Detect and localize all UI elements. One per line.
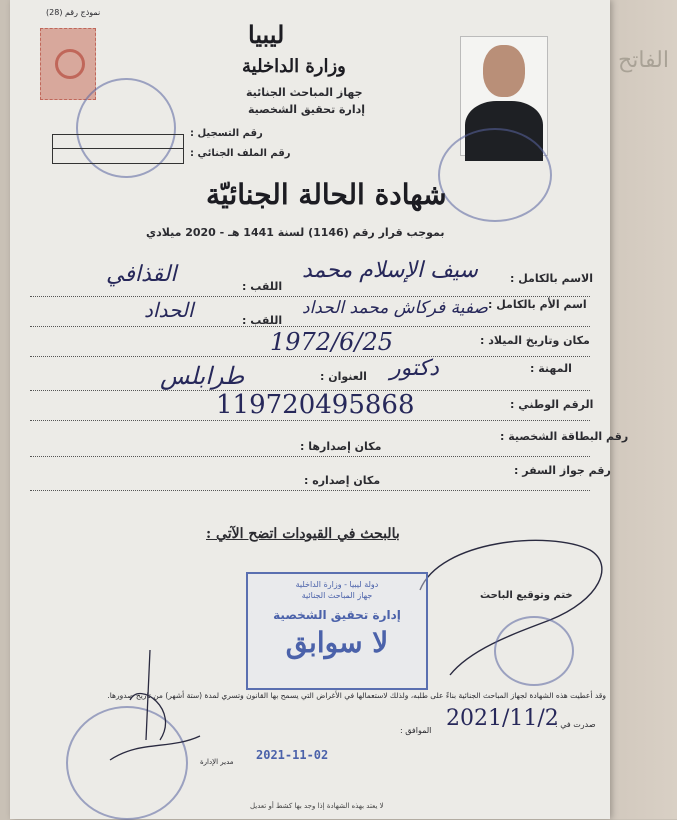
dotted-line xyxy=(30,356,590,357)
national-number-value: 119720495868 xyxy=(216,390,415,420)
stamp-line-department: إدارة تحقيق الشخصية xyxy=(273,608,401,622)
criminal-file-number-label: رقم الملف الجنائي : xyxy=(190,148,291,159)
birth-date-value: 1972/6/25 xyxy=(270,328,394,356)
address-value: طرابلس xyxy=(160,362,245,390)
address-label: العنوان : xyxy=(320,370,367,383)
surname-label: اللقب : xyxy=(242,280,283,293)
form-number: نموذج رقم (28) xyxy=(46,8,101,17)
search-result-heading: بالبحث في القيودات اتضح الآتي : xyxy=(206,526,400,542)
id-card-issue-place-label: مكان إصدارها : xyxy=(300,440,382,453)
dotted-line xyxy=(30,490,590,491)
mother-name-label: اسم الأم بالكامل : xyxy=(488,298,587,311)
full-name-value: سيف الإسلام محمد xyxy=(302,258,478,283)
stamp-line-agency: جهاز المباحث الجنائية xyxy=(301,591,373,600)
issued-label: صدرت في : xyxy=(555,720,596,729)
registration-boxes xyxy=(52,134,184,164)
stamp-line-ministry: دولة ليبيا - وزارة الداخلية xyxy=(295,580,379,589)
seal-stamp-photo xyxy=(438,128,552,222)
profession-label: المهنة : xyxy=(530,362,572,375)
director-signature xyxy=(90,640,210,780)
passport-issue-place-label: مكان إصداره : xyxy=(304,474,381,487)
bottom-note: لا يعتد بهذه الشهادة إذا وجد بها كشط أو تعديل xyxy=(250,802,384,810)
full-name-label: الاسم بالكامل : xyxy=(510,272,594,285)
dotted-line xyxy=(30,326,590,327)
background-handwritten-word: الفاتح xyxy=(618,48,669,73)
ministry-name: وزارة الداخلية xyxy=(242,56,346,77)
surname-value: القذافي xyxy=(106,262,177,287)
registration-number-label: رقم التسجيل : xyxy=(190,128,263,139)
dotted-line xyxy=(30,420,590,421)
birth-place-date-label: مكان وتاريخ الميلاد : xyxy=(480,334,590,347)
national-number-label: الرقم الوطني : xyxy=(510,398,594,411)
certificate-title: شهادة الحالة الجنائيّة xyxy=(206,178,447,211)
mother-surname-label: اللقب : xyxy=(242,314,283,327)
researcher-signature-label: ختم وتوقيع الباحث xyxy=(480,590,573,601)
mother-surname-value: الحداد xyxy=(144,298,194,322)
certificate-document xyxy=(10,0,629,819)
agency-name: جهاز المباحث الجنائية xyxy=(246,86,363,99)
director-label: مدير الإدارة xyxy=(200,758,234,766)
no-criminal-record-verdict: لا سوابق xyxy=(285,626,389,659)
dotted-line xyxy=(30,456,590,457)
validity-notice: وقد أعطيت هذه الشهادة لجهاز المباحث الجنائية بناءً على طلبه، ولذلك لاستعمالها في الأغراض التي يسمح بها القانون وتسري لمدة (ستة أشهر) من تاريخ صدورها. xyxy=(107,691,606,700)
corresponding-date-label: الموافق : xyxy=(400,726,432,735)
researcher-seal xyxy=(494,616,574,686)
no-record-stamp xyxy=(246,572,428,690)
date-stamp: 2021-11-02 xyxy=(256,748,329,762)
profession-value: دكتور xyxy=(390,356,439,381)
revenue-stamp xyxy=(40,28,96,100)
passport-number-label: رقم جواز السفر : xyxy=(514,464,611,477)
dotted-line xyxy=(30,296,590,297)
mother-name-value: صفية فركاش محمد الحداد xyxy=(302,298,488,318)
decree-reference: بموجب قرار رقم (1146) لسنة 1441 هـ - 2020 ميلادي xyxy=(146,226,445,239)
department-name: إدارة تحقيق الشخصية xyxy=(248,103,366,116)
issued-date-value: 2021/11/2 xyxy=(446,706,559,731)
id-card-number-label: رقم البطاقة الشخصية : xyxy=(500,430,629,443)
country-name: ليبيا xyxy=(248,20,285,49)
